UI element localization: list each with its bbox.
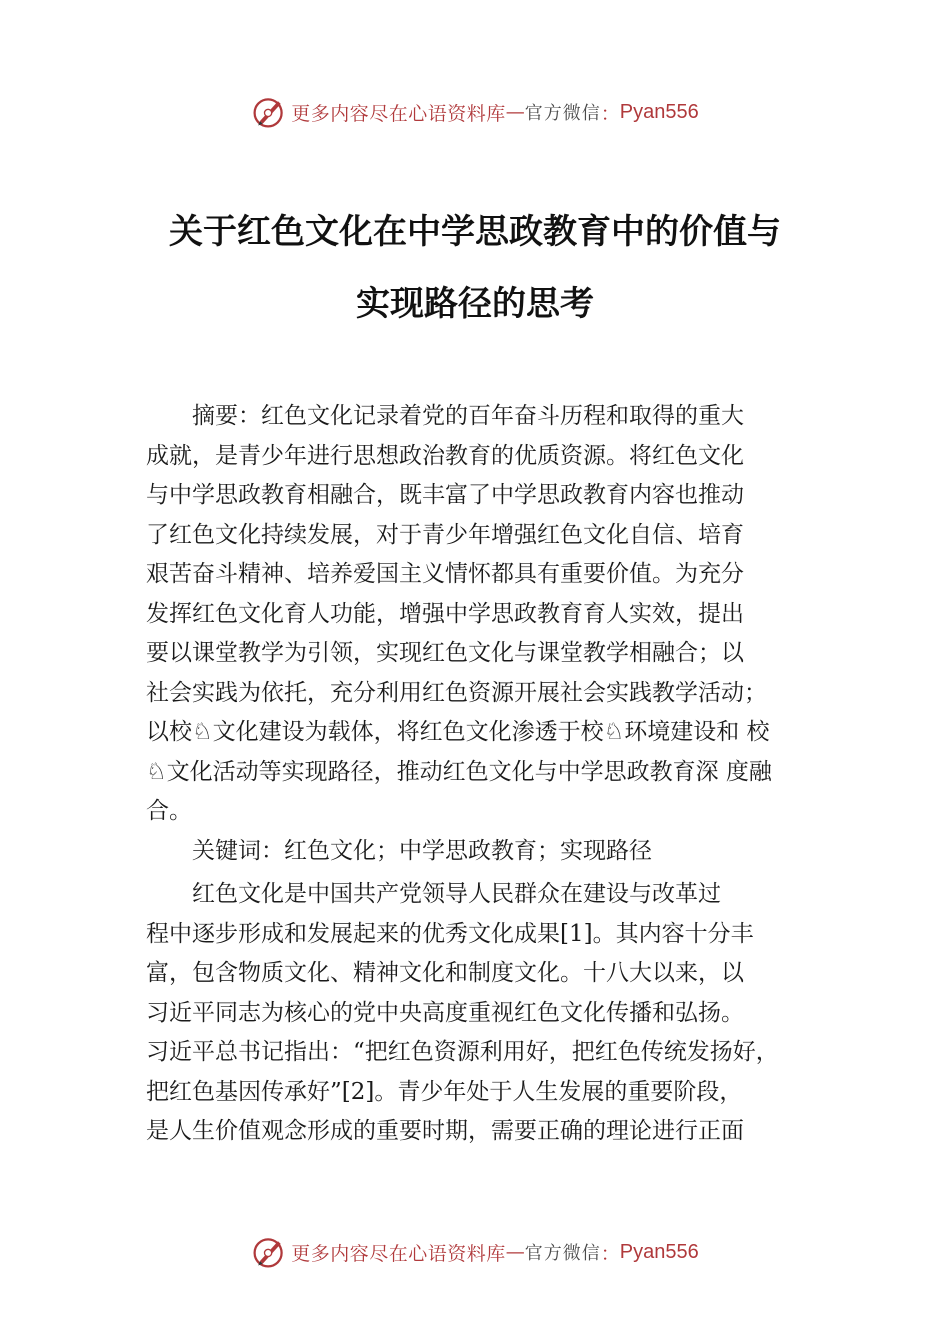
body-paragraph [146, 875, 836, 1152]
abstract-line: 发挥红色文化育人功能，增强中学思政教育育人实效，提出 [146, 600, 744, 627]
banner-site-text: 更多内容尽在心语资料库 [291, 1242, 506, 1265]
header-banner [0, 92, 950, 132]
body-line: 程中逐步形成和发展起来的优秀文化成果[1]。其内容十分丰 [146, 920, 754, 947]
body-line: 红色文化是中国共产党领导人民群众在建设与改革过 [146, 881, 721, 907]
keywords-paragraph [146, 832, 836, 872]
abstract-line: ♘文化活动等实现路径，推动红色文化与中学思政教育深 度融 [146, 758, 772, 785]
abstract-line: 了红色文化持续发展，对于青少年增强红色文化自信、培育 [146, 521, 744, 548]
abstract-line: 成就，是青少年进行思想政治教育的优质资源。将红色文化 [146, 442, 744, 469]
pen-logo-icon [251, 1234, 287, 1270]
banner-separator: — [505, 1241, 525, 1263]
body-line: 习近平同志为核心的党中央高度重视红色文化传播和弘扬。 [146, 999, 744, 1026]
banner-wechat-id: Pyan556 [619, 1240, 699, 1263]
body-line: 习近平总书记指出：“把红色资源利用好，把红色传统发扬好， [146, 1039, 779, 1065]
body-line: 富，包含物质文化、精神文化和制度文化。十八大以来，以 [146, 960, 744, 986]
banner-site-text: 更多内容尽在心语资料库 [291, 102, 506, 125]
abstract-line: 要以课堂教学为引领，实现红色文化与课堂教学相融合；以 [146, 640, 744, 666]
banner-colon: ： [600, 1242, 620, 1265]
document-title [130, 196, 820, 340]
abstract-paragraph [146, 397, 836, 832]
footer-banner [0, 1232, 950, 1272]
banner-wechat-label: 官方微信 [524, 1243, 601, 1264]
body-line: 是人生价值观念形成的重要时期，需要正确的理论进行正面 [146, 1118, 744, 1144]
abstract-line: 以校♘文化建设为载体，将红色文化渗透于校♘环境建设和 校 [146, 719, 770, 745]
banner-separator: — [505, 101, 525, 123]
pen-logo-icon [251, 94, 287, 130]
title-line-2: 实现路径的思考 [356, 284, 594, 324]
abstract-line: 社会实践为依托，充分利用红色资源开展社会实践教学活动； [146, 679, 767, 706]
banner-wechat-label: 官方微信 [524, 103, 601, 124]
abstract-line: 艰苦奋斗精神、培养爱国主义情怀都具有重要价值。为充分 [146, 561, 744, 587]
abstract-line: 摘要：红色文化记录着党的百年奋斗历程和取得的重大 [146, 403, 744, 429]
title-line-1: 关于红色文化在中学思政教育中的价值与 [169, 212, 781, 252]
document-body [146, 397, 836, 1152]
abstract-line: 与中学思政教育相融合，既丰富了中学思政教育内容也推动 [146, 482, 744, 508]
banner-colon: ： [600, 102, 620, 125]
body-line: 把红色基因传承好”[2]。青少年处于人生发展的重要阶段， [146, 1078, 743, 1105]
keywords-line: 关键词：红色文化；中学思政教育；实现路径 [146, 837, 652, 864]
banner-wechat-id: Pyan556 [619, 100, 699, 123]
abstract-line: 合。 [146, 798, 192, 824]
